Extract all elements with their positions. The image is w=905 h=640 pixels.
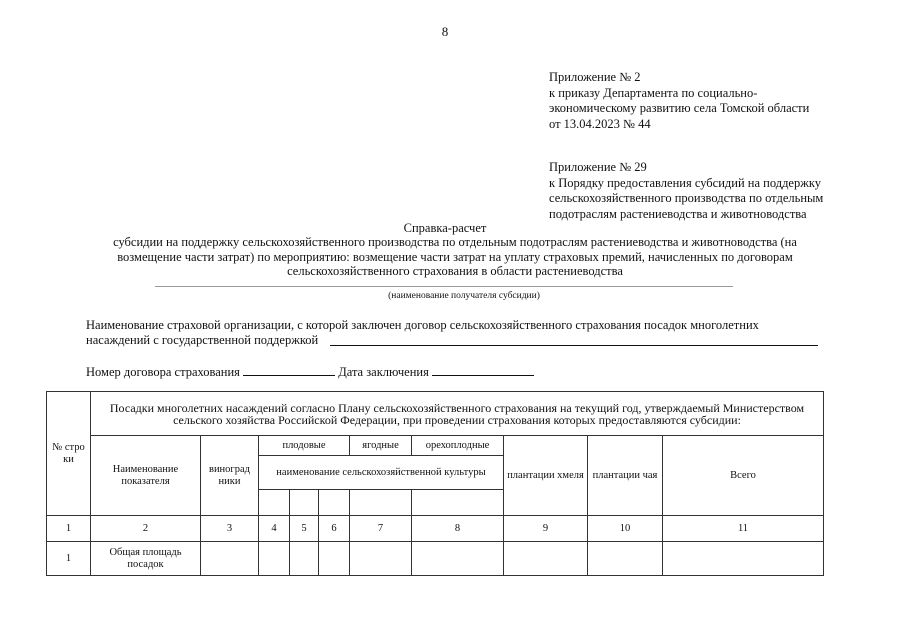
column-number: 11 (663, 516, 824, 542)
appendix-2-line: экономическому развитию села Томской области (549, 101, 810, 115)
appendix-2-line: к приказу Департамента по социально- (549, 85, 758, 100)
column-number: 1 (47, 516, 91, 542)
subtitle-line: сельскохозяйственного страхования в области растениеводства (287, 264, 623, 278)
subtitle-line: субсидии на поддержку сельскохозяйственного производства по отдельным подотраслям растениеводства и животноводства (на (113, 235, 797, 249)
contract-date-label: Дата заключения (338, 365, 429, 379)
appendix-29-line: сельскохозяйственного производства по отдельным (549, 191, 824, 205)
column-number: 7 (350, 516, 412, 542)
subtitle-line: возмещение части затрат) по мероприятию: возмещение части затрат на уплату страховых премий, начисленных по договорам (117, 249, 793, 264)
column-number: 10 (588, 516, 663, 542)
appendix-29-line: Приложение № 29 (549, 160, 647, 174)
crop-name-header: наименование сельскохозяйственной культуры (259, 456, 504, 490)
total-header: Всего (663, 436, 824, 516)
data-cell[interactable] (663, 542, 824, 576)
document-subtitle (80, 235, 830, 279)
berry-header: ягодные (350, 436, 412, 456)
crop-cell[interactable] (319, 490, 350, 516)
crop-cell[interactable] (259, 490, 290, 516)
column-number: 5 (290, 516, 319, 542)
data-cell[interactable] (290, 542, 319, 576)
row-number: 1 (47, 542, 91, 576)
column-number-row (47, 516, 824, 542)
appendix-2-block (549, 70, 809, 132)
data-cell[interactable] (259, 542, 290, 576)
appendix-29-line: к Порядку предоставления субсидий на поддержку (549, 175, 822, 190)
appendix-2-line: Приложение № 2 (549, 70, 641, 84)
column-number: 8 (412, 516, 504, 542)
insurer-line: Наименование страховой организации, с которой заключен договор сельскохозяйственного страхования посадок многолетних (86, 318, 759, 332)
data-cell[interactable] (350, 542, 412, 576)
recipient-caption: (наименование получателя субсидии) (388, 291, 540, 301)
contract-number-field[interactable] (243, 363, 335, 376)
recipient-name-line[interactable] (155, 286, 733, 287)
plantings-span-header: Посадки многолетних насаждений согласно Плану сельскохозяйственного страхования на текущий год, утверждаемый Министерством сельского хозяйства Российской Федерации, при проведении страхования которых предоставляются субсидии: (91, 392, 824, 436)
row-indicator: Общая площадь посадок (91, 542, 201, 576)
data-cell[interactable] (504, 542, 588, 576)
insurer-name-field[interactable] (330, 345, 818, 346)
appendix-29-block (549, 160, 823, 222)
indicator-header: Наименование показателя (91, 436, 201, 516)
column-number: 4 (259, 516, 290, 542)
insurer-line: насаждений с государственной поддержкой (86, 333, 319, 347)
calculation-table (46, 391, 824, 576)
nut-header: орехоплодные (412, 436, 504, 456)
crop-cell[interactable] (350, 490, 412, 516)
column-number: 6 (319, 516, 350, 542)
table-row (47, 542, 824, 576)
appendix-29-line: подотраслям растениеводства и животноводства (549, 206, 807, 221)
column-number: 9 (504, 516, 588, 542)
data-cell[interactable] (588, 542, 663, 576)
document-title: Справка-расчет (403, 221, 487, 235)
contract-line (86, 363, 826, 380)
data-cell[interactable] (319, 542, 350, 576)
insurer-paragraph (86, 318, 826, 348)
row-number-header: № стро ки (47, 392, 91, 516)
fruit-header: плодовые (259, 436, 350, 456)
hops-header: плантации хмеля (504, 436, 588, 516)
page-number: 8 (441, 24, 449, 39)
tea-header: плантации чая (588, 436, 663, 516)
data-cell[interactable] (201, 542, 259, 576)
contract-number-label: Номер договора страхования (86, 365, 240, 379)
vineyards-header: виноград ники (201, 436, 259, 516)
column-number: 3 (201, 516, 259, 542)
crop-cell[interactable] (412, 490, 504, 516)
contract-date-field[interactable] (432, 363, 534, 376)
data-cell[interactable] (412, 542, 504, 576)
crop-cell[interactable] (290, 490, 319, 516)
appendix-2-line: от 13.04.2023 № 44 (549, 116, 651, 131)
column-number: 2 (91, 516, 201, 542)
